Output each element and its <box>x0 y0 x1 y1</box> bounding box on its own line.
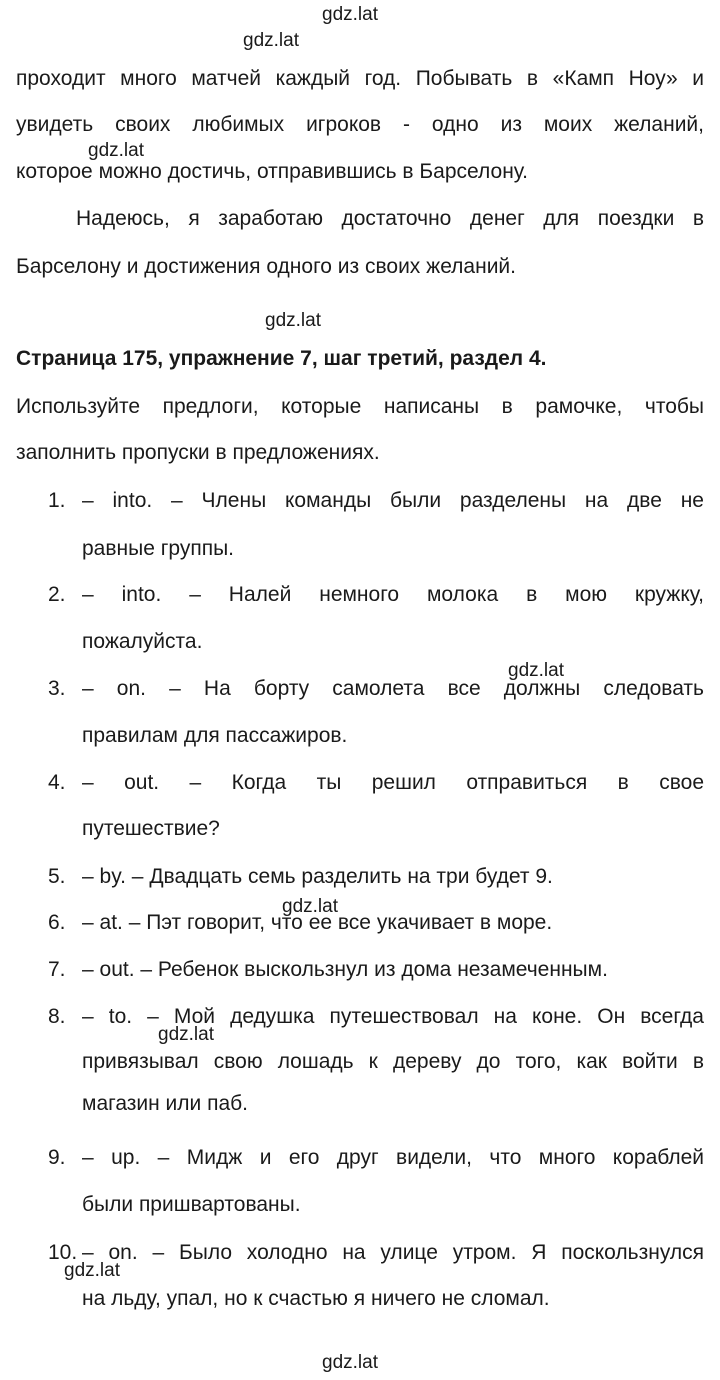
list-item-number: 3. <box>48 677 66 700</box>
instruction-line: заполнить пропуски в предложениях. <box>16 441 380 464</box>
list-item-number: 7. <box>48 958 66 981</box>
list-item-line: пожалуйста. <box>82 630 203 653</box>
list-item-line: были пришвартованы. <box>82 1193 301 1216</box>
list-item-number: 9. <box>48 1146 66 1169</box>
list-item-number: 10. <box>48 1241 78 1264</box>
list-item-line: – out. – Ребенок выскользнул из дома незамеченным. <box>82 958 608 981</box>
list-item-line: – by. – Двадцать семь разделить на три будет 9. <box>82 865 553 888</box>
list-item-line: – into. – Налей немного молока в мою кружку, <box>82 583 704 606</box>
watermark: gdz.lat <box>265 310 321 331</box>
paragraph-line: проходит много матчей каждый год. Побывать в «Камп Ноу» и <box>16 67 704 90</box>
paragraph-line: Надеюсь, я заработаю достаточно денег для поездки в <box>76 207 704 230</box>
watermark: gdz.lat <box>158 1024 214 1045</box>
paragraph-line: Барселону и достижения одного из своих желаний. <box>16 255 517 278</box>
list-item-line: равные группы. <box>82 537 234 560</box>
list-item-number: 1. <box>48 489 66 512</box>
list-item-line: – at. – Пэт говорит, что ее все укачивает в море. <box>82 911 553 934</box>
list-item-line: – into. – Члены команды были разделены на две не <box>82 489 704 512</box>
list-item-line: привязывал свою лошадь к дереву до того, как войти в <box>82 1050 704 1073</box>
list-item-line: правилам для пассажиров. <box>82 724 348 747</box>
list-item-line: – up. – Мидж и его друг видели, что много кораблей <box>82 1146 704 1169</box>
paragraph-line: увидеть своих любимых игроков - одно из моих желаний, <box>16 113 704 136</box>
list-item-number: 6. <box>48 911 66 934</box>
list-item-line: – out. – Когда ты решил отправиться в свое <box>82 771 704 794</box>
watermark: gdz.lat <box>64 1260 120 1281</box>
list-item-number: 5. <box>48 865 66 888</box>
watermark: gdz.lat <box>322 1352 378 1373</box>
list-item-line: путешествие? <box>82 817 220 840</box>
watermark: gdz.lat <box>322 4 378 25</box>
watermark: gdz.lat <box>243 30 299 51</box>
watermark: gdz.lat <box>88 140 144 161</box>
list-item-line: на льду, упал, но к счастью я ничего не сломал. <box>82 1287 550 1310</box>
list-item-line: – on. – Было холодно на улице утром. Я поскользнулся <box>82 1241 704 1264</box>
paragraph-line: которое можно достичь, отправившись в Барселону. <box>16 160 529 183</box>
watermark: gdz.lat <box>282 896 338 917</box>
section-heading: Страница 175, упражнение 7, шаг третий, раздел 4. <box>16 347 547 370</box>
list-item-number: 4. <box>48 771 66 794</box>
list-item-number: 2. <box>48 583 66 606</box>
list-item-line: магазин или паб. <box>82 1092 249 1115</box>
watermark: gdz.lat <box>508 660 564 681</box>
instruction-line: Используйте предлоги, которые написаны в рамочке, чтобы <box>16 395 704 418</box>
list-item-number: 8. <box>48 1005 66 1028</box>
list-item-line: – on. – На борту самолета все должны следовать <box>82 677 704 700</box>
list-item-line: – to. – Мой дедушка путешествовал на коне. Он всегда <box>82 1005 704 1028</box>
